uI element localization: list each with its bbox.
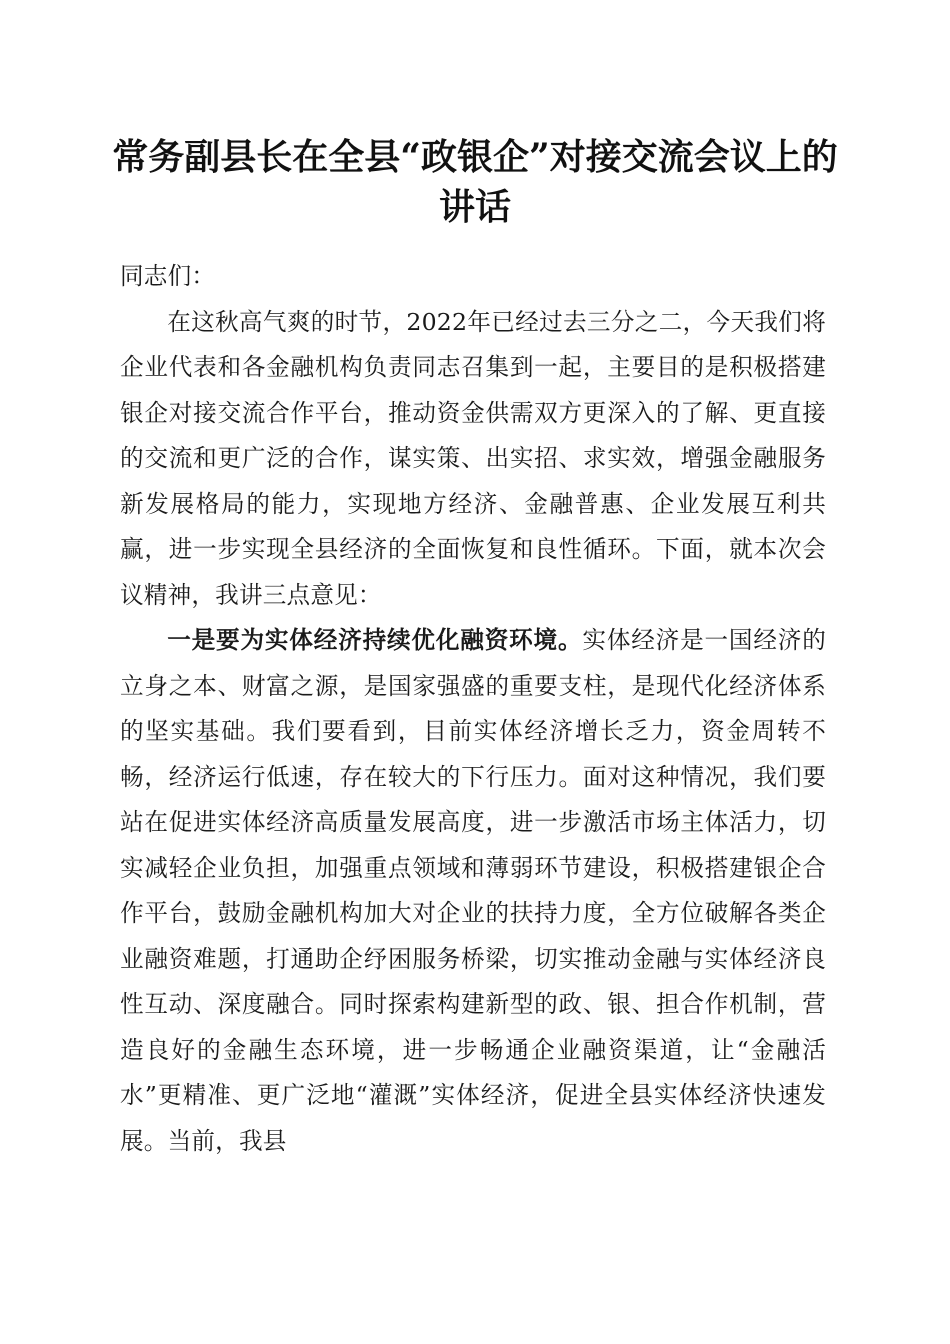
salutation: 同志们： [120, 262, 216, 290]
paragraph-text: 实体经济是一国经济的立身之本、财富之源，是国家强盛的重要支柱，是现代化经济体系的坚实基础。我们要看到，目前实体经济增长乏力，资金周转不畅，经济运行低速，存在较大的下行压力。面对这种情况，我们要站在促进实体经济高质量发展高度，进一步激活市场主体活力，切实减轻企业负担，加强重点领域和薄弱环节建设，积极搭建银企合作平台，鼓励金融机构加大对企业的扶持力度，全方位破解各类企业融资难题，打通助企纾困服务桥梁，切实推动金融与实体经济良性互动、深度融合。同时探索构建新型的政、银、担合作机制，营造良好的金融生态环境，进一步畅通企业融资渠道，让“金融活水”更精准、更广泛地“灌溉”实体经济，促进全县实体经济快速发展。当前，我县 [120, 626, 826, 1155]
paragraph-text: 在这秋高气爽的时节，2022年已经过去三分之二，今天我们将企业代表和各金融机构负责同志召集到一起，主要目的是积极搭建银企对接交流合作平台，推动资金供需双方更深入的了解、更直接的交流和更广泛的合作，谋实策、出实招、求实效，增强金融服务新发展格局的能力，实现地方经济、金融普惠、企业发展互利共赢，进一步实现全县经济的全面恢复和良性循环。下面，就本次会议精神，我讲三点意见： [120, 307, 826, 609]
document-body [120, 254, 826, 1164]
document-title: 常务副县长在全县“政银企”对接交流会议上的讲话 [112, 136, 838, 228]
paragraph-lead: 一是要为实体经济持续优化融资环境。 [167, 626, 583, 654]
paragraph-intro [120, 300, 826, 619]
paragraph-point-one [120, 618, 826, 1164]
